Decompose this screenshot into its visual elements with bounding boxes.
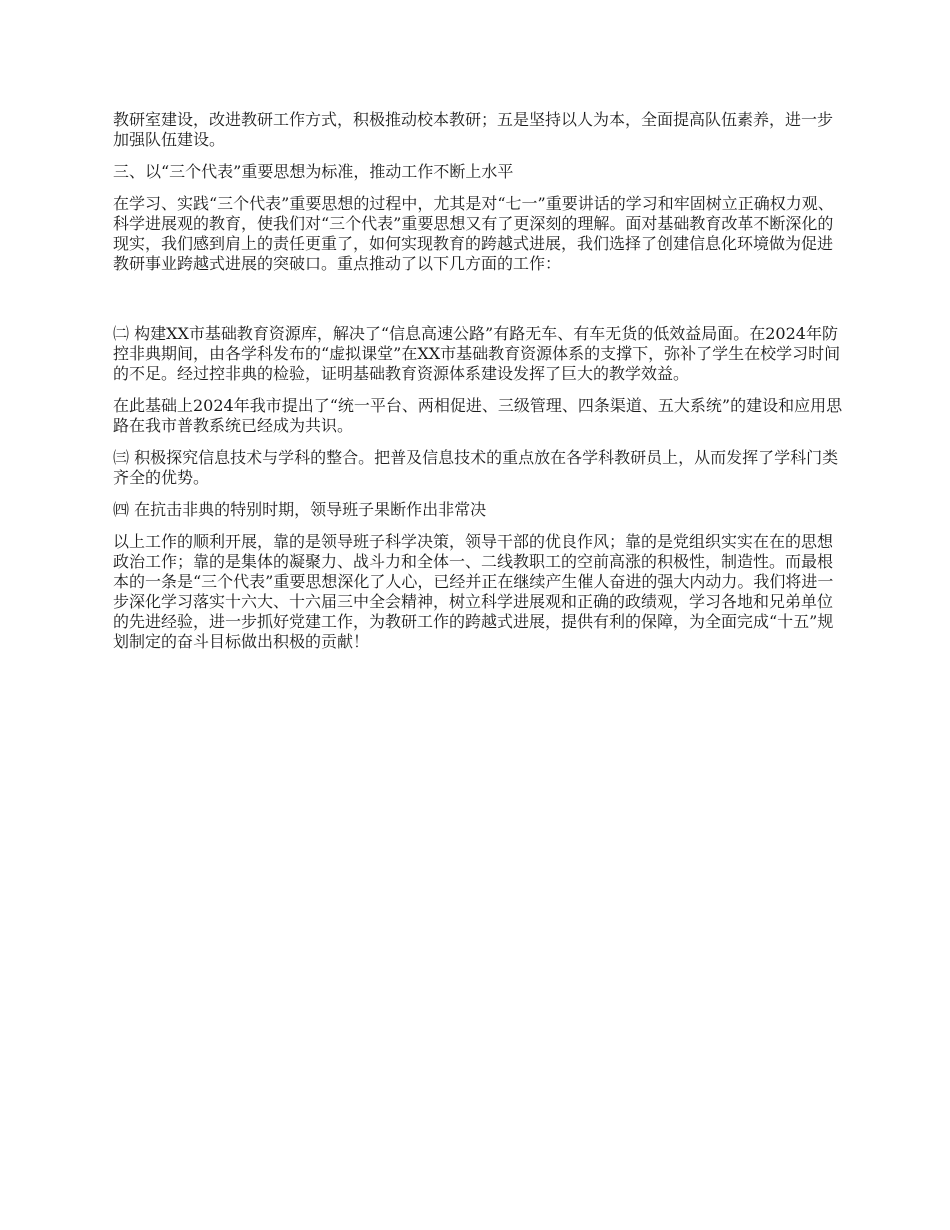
paragraph-conclusion: 以上工作的顺利开展，靠的是领导班子科学决策，领导干部的优良作风；靠的是党组织实实在在的思想政治工作；靠的是集体的凝聚力、战斗力和全体一、二线教职工的空前高涨的积极性，制造性。而最根本的一条是“三个代表”重要思想深化了人心，已经并正在继续产生催人奋进的强大内动力。我们将进一步深化学习落实十六大、十六届三中全会精神，树立科学进展观和正确的政绩观，学习各地和兄弟单位的先进经验，进一步抓好党建工作，为教研工作的跨越式进展，提供有利的保障，为全面完成“十五”规划制定的奋斗目标做出积极的贡献！ — [113, 532, 834, 651]
paragraph-unified-platform: 在此基础上2024年我市提出了“统一平台、两相促进、三级管理、四条渠道、五大系统”的建设和应用思路在我市普教系统已经成为共识。 — [113, 396, 843, 435]
item-two-resource-library: ㈡ 构建XX市基础教育资源库，解决了“信息高速公路”有路无车、有车无货的低效益局面。在2024年防控非典期间，由各学科发布的“虚拟课堂”在XX市基础教育资源体系的支撑下，弥补了学生在校学习时间的不足。经过控非典的检验，证明基础教育资源体系建设发挥了巨大的教学效益。 — [113, 324, 841, 383]
item-three-it-integration: ㈢ 积极探究信息技术与学科的整合。把普及信息技术的重点放在各学科教研员上，从而发挥了学科门类齐全的优势。 — [113, 448, 839, 487]
paragraph-three-represents: 在学习、实践“三个代表”重要思想的过程中，尤其是对“七一”重要讲话的学习和牢固树立正确权力观、科学进展观的教育，使我们对“三个代表”重要思想又有了更深刻的理解。面对基础教育改革不断深化的现实，我们感到肩上的责任更重了，如何实现教育的跨越式进展，我们选择了创建信息化环境做为促进教研事业跨越式进展的突破口。重点推动了以下几方面的工作： — [113, 194, 834, 273]
item-four-sars-period: ㈣ 在抗击非典的特别时期，领导班子果断作出非常决 — [113, 500, 487, 519]
blank-gap — [113, 286, 843, 324]
section-heading-three: 三、以“三个代表”重要思想为标准，推动工作不断上水平 — [113, 162, 514, 181]
document-page — [113, 110, 843, 664]
paragraph-teaching-research: 教研室建设，改进教研工作方式，积极推动校本教研；五是坚持以人为本，全面提高队伍素养，进一步加强队伍建设。 — [113, 110, 834, 149]
